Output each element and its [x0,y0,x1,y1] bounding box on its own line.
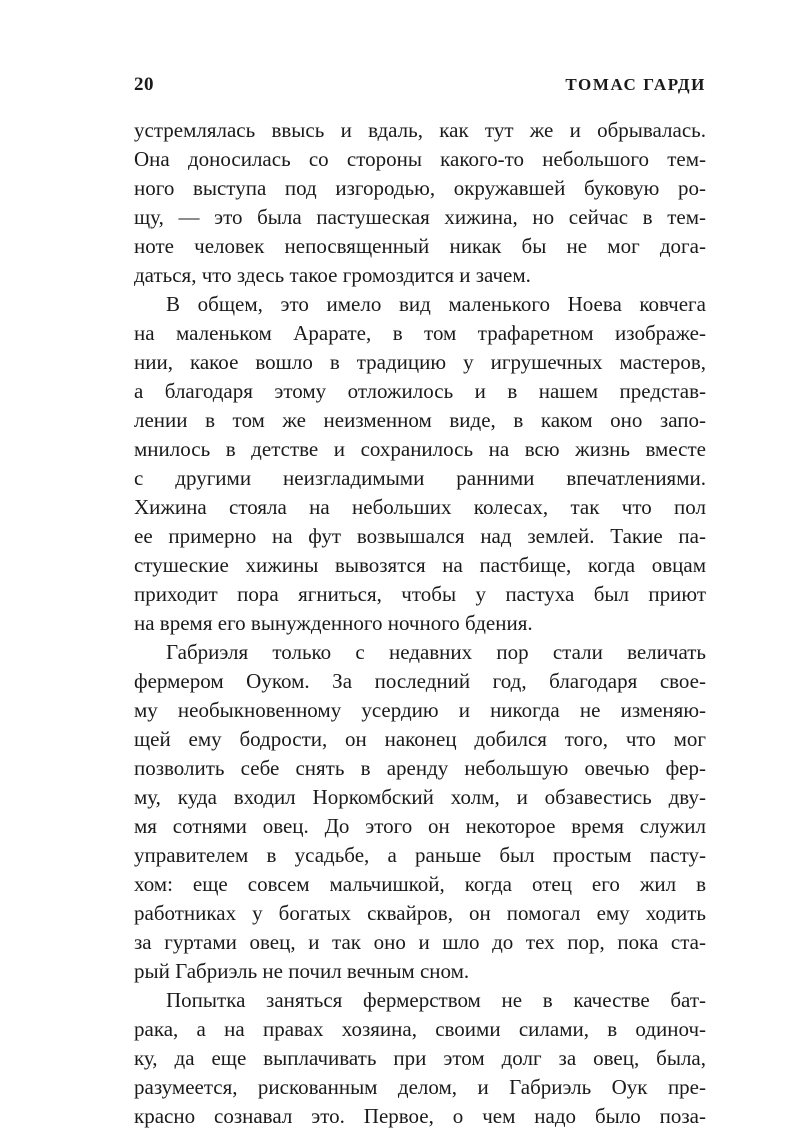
running-head [134,74,706,96]
text-line: Хижина стояла на небольших колесах, так что пол [134,495,706,519]
text-line: щу, — это была пастушеская хижина, но сейчас в тем- [134,205,706,229]
text-line: работниках у богатых сквайров, он помогал ему ходить [134,901,706,925]
text-line: нии, какое вошло в традицию у игрушечных мастеров, [134,350,706,374]
text-line: хом: еще совсем мальчишкой, когда отец его жил в [134,872,706,896]
text-line: Попытка заняться фермерством не в качестве бат- [166,988,706,1012]
text-line: щей ему бодрости, он наконец добился того, что мог [134,727,706,751]
text-line: Она доносилась со стороны какого-то небольшого тем- [134,147,706,171]
text-line: ее примерно на фут возвышался над землей. Такие па- [134,524,706,548]
text-line: ку, да еще выплачивать при этом долг за овец, была, [134,1046,706,1070]
text-line: на маленьком Арарате, в том трафаретном изображе- [134,321,706,345]
text-line: на время его вынужденного ночного бдения. [134,611,533,635]
text-line: Габриэля только с недавних пор стали величать [166,640,706,664]
text-line: стушеские хижины вывозятся на пастбище, когда овцам [134,553,706,577]
text-line: лении в том же неизменном виде, в каком оно запо- [134,408,706,432]
body-text [134,116,706,1131]
text-line: даться, что здесь такое громоздится и зачем. [134,263,531,287]
text-line: фермером Оуком. За последний год, благодаря свое- [134,669,706,693]
text-line: управителем в усадьбе, а раньше был простым пасту- [134,843,706,867]
text-line: разумеется, рискованным делом, и Габриэль Оук пре- [134,1075,706,1099]
text-line: ноте человек непосвященный никак бы не мог дога- [134,234,706,258]
text-line: В общем, это имело вид маленького Ноева ковчега [166,292,706,316]
text-line: с другими неизгладимыми ранними впечатлениями. [134,466,706,490]
text-line: мя сотнями овец. До этого он некоторое время служил [134,814,706,838]
text-line: му, куда входил Норкомбский холм, и обзавестись дву- [134,785,706,809]
text-line: красно сознавал это. Первое, о чем надо было поза- [134,1104,706,1128]
text-line: позволить себе снять в аренду небольшую овечью фер- [134,756,706,780]
text-line: му необыкновенному усердию и никогда не изменяю- [134,698,706,722]
text-line: рака, а на правах хозяина, своими силами, в одиноч- [134,1017,706,1041]
text-line: а благодаря этому отложилось и в нашем представ- [134,379,706,403]
running-head-author: ТОМАС ГАРДИ [565,75,706,94]
text-line: рый Габриэль не почил вечным сном. [134,959,470,983]
text-line: ного выступа под изгородью, окружавшей буковую ро- [134,176,706,200]
text-line: мнилось в детстве и сохранилось на всю жизнь вместе [134,437,706,461]
text-line: устремлялась ввысь и вдаль, как тут же и обрывалась. [134,118,706,142]
text-line: за гуртами овец, и так оно и шло до тех пор, пока ста- [134,930,706,954]
page-number: 20 [134,74,154,95]
text-line: приходит пора ягниться, чтобы у пастуха был приют [134,582,706,606]
